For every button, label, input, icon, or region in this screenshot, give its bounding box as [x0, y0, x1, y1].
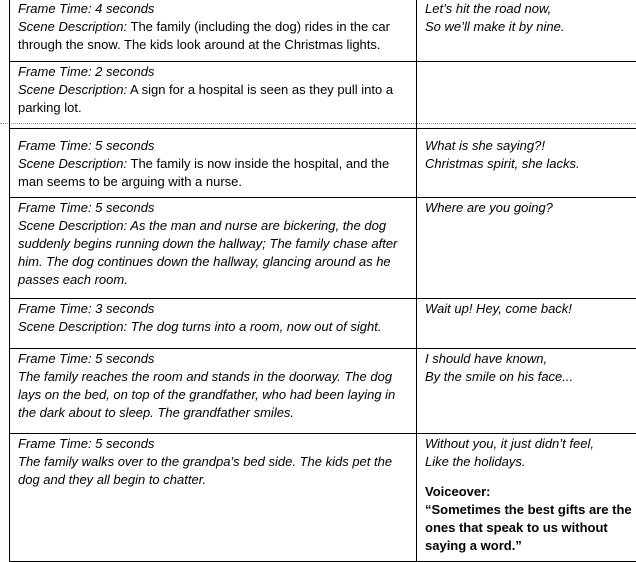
dialogue-cell: [417, 129, 636, 198]
frame-time: Frame Time: 5 seconds: [18, 137, 408, 155]
table-row: [10, 129, 636, 198]
scene-description-label: Scene Description:: [18, 19, 127, 34]
dialogue-line: Where are you going?: [425, 199, 636, 217]
table-row: [10, 434, 636, 562]
dialogue-cell: [417, 434, 636, 562]
scene-description-text: The family (including the dog) rides in the car through the snow. The kids look around at the Christmas lights.: [18, 19, 390, 52]
dialogue-cell: [417, 198, 636, 299]
storyboard-table: [9, 0, 636, 562]
scene-description-label: Scene Description:: [18, 82, 127, 97]
scene-description-text: Scene Description: As the man and nurse are bickering, the dog suddenly begins running down the hallway; The family chase after him. The dog continues down the hallway, glancing around as he passes each room.: [18, 218, 397, 287]
scene-cell: [10, 349, 417, 434]
scene-cell: [10, 62, 417, 129]
dialogue-line: Without you, it just didn’t feel,: [425, 435, 636, 453]
table-row: [10, 299, 636, 349]
dialogue-cell: [417, 349, 636, 434]
scene-cell: [10, 0, 417, 62]
frame-time: Frame Time: 5 seconds: [18, 435, 408, 453]
scene-cell: [10, 129, 417, 198]
frame-time: Frame Time: 4 seconds: [18, 0, 408, 18]
dialogue-line: Wait up! Hey, come back!: [425, 300, 636, 318]
dialogue-line: So we’ll make it by nine.: [425, 18, 636, 36]
dialogue-line: Let’s hit the road now,: [425, 0, 636, 18]
table-row: [10, 198, 636, 299]
frame-time: Frame Time: 5 seconds: [18, 350, 408, 368]
frame-time: Frame Time: 5 seconds: [18, 199, 408, 217]
scene-description-text: The family walks over to the grandpa’s bed side. The kids pet the dog and they all begin to chatter.: [18, 454, 392, 487]
dialogue-cell: [417, 62, 636, 129]
frame-time: Frame Time: 2 seconds: [18, 63, 408, 81]
frame-time: Frame Time: 3 seconds: [18, 300, 408, 318]
dialogue-line: Christmas spirit, she lacks.: [425, 155, 636, 173]
dialogue-line: I should have known,: [425, 350, 636, 368]
table-row: [10, 62, 636, 129]
spacer: [425, 471, 636, 483]
table-row: [10, 349, 636, 434]
dialogue-cell: [417, 299, 636, 349]
dialogue-line: Like the holidays.: [425, 453, 636, 471]
voiceover-quote: “Sometimes the best gifts are the ones that speak to us without saying a word.”: [425, 502, 632, 553]
scene-description-label: Scene Description:: [18, 156, 127, 171]
voiceover-label: Voiceover:: [425, 483, 636, 501]
dialogue-line: By the smile on his face...: [425, 368, 636, 386]
scene-description-text: Scene Description: The dog turns into a room, now out of sight.: [18, 319, 381, 334]
table-row: [10, 0, 636, 62]
scene-cell: [10, 299, 417, 349]
scene-description-text: A sign for a hospital is seen as they pull into a parking lot.: [18, 82, 393, 115]
scene-cell: [10, 198, 417, 299]
dialogue-cell: [417, 0, 636, 62]
scene-cell: [10, 434, 417, 562]
scene-description-text: The family reaches the room and stands in the doorway. The dog lays on the bed, on top of the grandfather, who had been laying in the dark about to sleep. The grandfather smiles.: [18, 369, 395, 420]
scene-description-text: The family is now inside the hospital, and the man seems to be arguing with a nurse.: [18, 156, 389, 189]
dialogue-line: What is she saying?!: [425, 137, 636, 155]
